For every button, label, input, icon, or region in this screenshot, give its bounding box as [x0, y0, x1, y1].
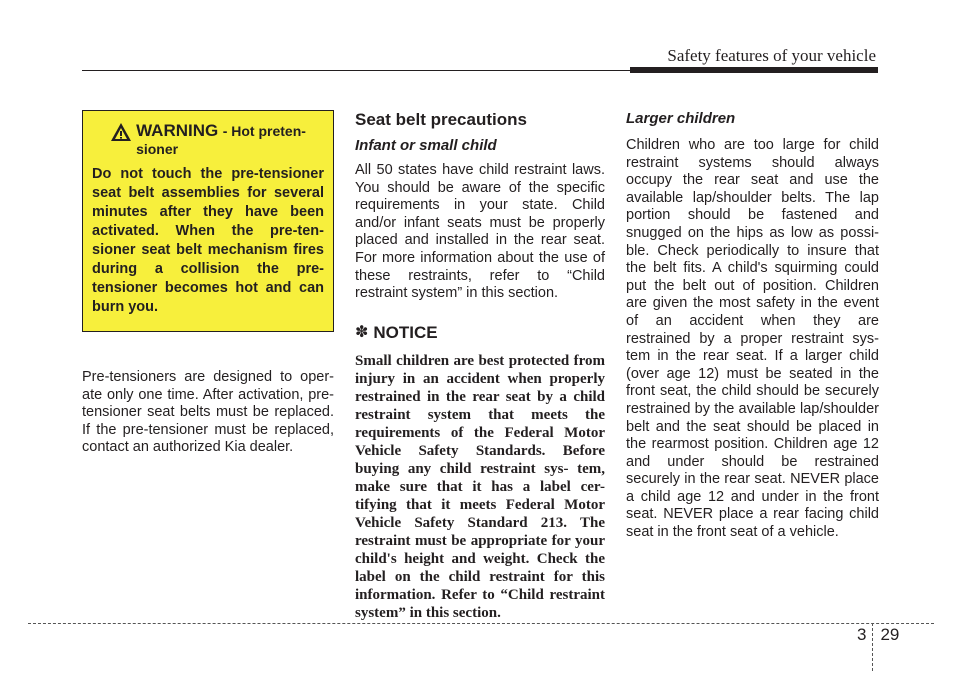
header-title: Safety features of your vehicle — [667, 46, 876, 65]
subsection-title-infant: Infant or small child — [355, 137, 497, 154]
page-number — [857, 625, 899, 671]
header-rule — [82, 70, 630, 71]
subsection-title-larger: Larger children — [626, 110, 736, 127]
infant-paragraph: All 50 states have child restraint laws. You should be aware of the specific requirements in your state. Child and/or infant seats must be properly placed and installed in the rear seat. For more information about the use of these restraints, refer to “Child restraint system” in this section. — [355, 162, 605, 302]
page-number-value: 29 — [880, 625, 900, 644]
pretensioner-paragraph: Pre-tensioners are designed to oper- ate only one time. After activation, pre-tensioner seat belts must be replaced. If the pre-tensioner must be replaced, contact an authorized Kia dealer. — [82, 369, 334, 456]
warning-body: Do not touch the pre-tensioner seat belt assemblies for several minutes after they have been activated. When the pre-ten- sioner seat belt mechanism fires during a collision the pre- tensioner becomes hot and can burn you. — [92, 166, 324, 315]
column-3 — [626, 110, 879, 542]
header-rule-accent — [630, 67, 878, 73]
warning-triangle-icon — [110, 122, 132, 142]
section-title: Seat belt precautions — [355, 110, 527, 129]
footer-rule — [28, 623, 934, 624]
warning-title: WARNING — [136, 121, 219, 140]
column-1 — [82, 110, 334, 457]
notice-title: NOTICE — [373, 322, 438, 342]
warning-subtitle: - Hot preten- sioner — [136, 123, 306, 157]
notice-asterisk-icon: ✽ — [355, 323, 369, 341]
warning-heading — [92, 121, 324, 159]
column-2 — [355, 110, 605, 622]
larger-children-paragraph: Children who are too large for child restraint systems should always occupy the rear seat and use the available lap/shoulder belts. The lap portion should be fastened and snugged on the hips as low as possi- ble. Check periodically to insure that the belt fits. A child's squirming could put the belt out of position. Children are given the most safety in the event of an accident when they are restrained by a proper restraint sys- tem in the rear seat. If a larger child (over age 12) must be seated in the front seat, the child should be securely restrained by the available lap/shoulder belt and the seat should be placed in the rearmost position. Children age 12 and under should be restrained securely in the rear seat. NEVER place a child age 12 and under in the front seat. NEVER place a rear facing child seat in the front seat of a vehicle. — [626, 137, 879, 541]
chapter-number: 3 — [857, 625, 867, 644]
notice-body: Small children are best protected from injury in an accident when properly restrained in the rear seat by a child restraint system that meets the requirements of the Federal Motor Vehicle Safety Standards. Before buying any child restraint sys- tem, make sure that it has a label cer- tifying that it meets Federal Motor Vehicle Safety Standard 213. The restraint must be appropriate for your child's height and weight. Check the label on the child restraint for this information. Refer to “Child restraint system” in this section. — [355, 352, 605, 621]
notice-heading — [355, 323, 605, 343]
warning-box — [82, 110, 334, 332]
